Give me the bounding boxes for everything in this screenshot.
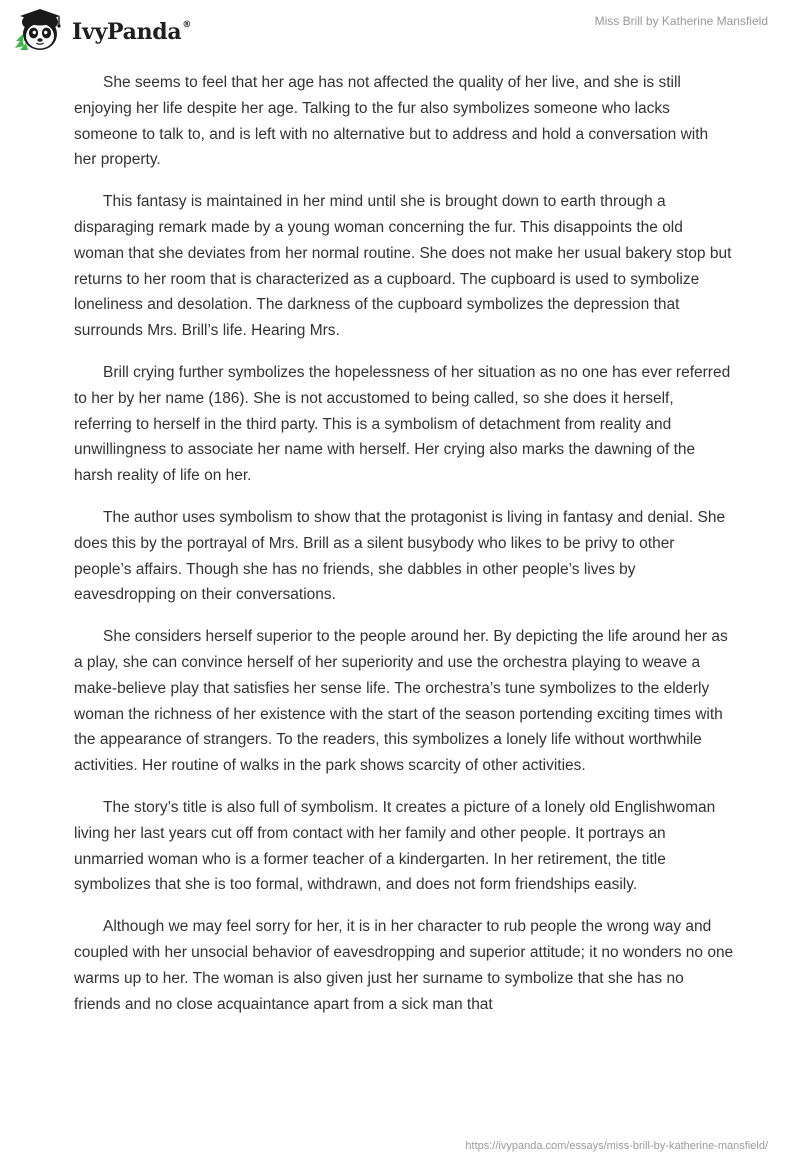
essay-paragraph: Although we may feel sorry for her, it is in her character to rub people the wrong way and coupled with her unsocial behavior of eavesdropping and superior attitude; it no wonders no one warms up to her. The woman is also given just her surname to symbolize that she has no friends and no close acquaintance apart from a sick man that [74, 918, 734, 1013]
panda-graduation-cap-icon [12, 8, 70, 54]
brand-name: IvyPanda® [72, 19, 192, 45]
essay-paragraph: She seems to feel that her age has not affected the quality of her live, and she is still enjoying her life despite her age. Talking to the fur also symbolizes someone who lacks someone to talk to, and is left with no alternative but to address and hold a conversation with her property. [74, 74, 709, 169]
essay-paragraph: She considers herself superior to the people around her. By depicting the life around her as a play, she can convince herself of her superiority and use the orchestra playing to weave a make-believe play that satisfies her sense life. The orchestra’s tune symbolizes to the elderly woman the richness of her existence with the start of the season portending exciting times with the appearance of strangers. To the readers, this symbolizes a lonely life without worthwhile activities. Her routine of walks in the park shows scarcity of other activities. [74, 628, 728, 775]
essay-paragraph: The author uses symbolism to show that the protagonist is living in fantasy and denial. She does this by the portrayal of Mrs. Brill as a silent busybody who likes to be privy to other people’s affairs. Though she has no friends, she dabbles in other people’s lives by eavesdropping on their conversations. [74, 508, 726, 604]
ivypanda-logo[interactable] [12, 8, 191, 54]
essay-paragraph: This fantasy is maintained in her mind until she is brought down to earth through a disparaging remark made by a young woman concerning the fur. This disappoints the old woman that she deviates from her normal routine. She does not make her usual bakery stop but returns to her room that is characterized as a cupboard. The cupboard is used to symbolize loneliness and desolation. The darkness of the cupboard symbolizes the depression that surrounds Mrs. Brill’s life. Hearing Mrs. [74, 193, 732, 340]
essay-paragraph: The story’s title is also full of symbolism. It creates a picture of a lonely old Englishwoman living her last years cut off from contact with her family and other people. It portrays an unmarried woman who is a former teacher of a kindergarten. In her retirement, the title symbolizes that she is too formal, withdrawn, and does not form friendships easily. [74, 798, 716, 894]
page-header [0, 0, 800, 70]
essay-body [74, 70, 734, 1033]
source-url-link[interactable]: https://ivypanda.com/essays/miss-brill-by-katherine-mansfield/ [465, 1140, 768, 1152]
essay-paragraph: Brill crying further symbolizes the hopelessness of her situation as no one has ever referred to her by her name (186). She is not accustomed to being called, so she does it herself, referring to herself in the third party. This is a symbolism of detachment from reality and unwillingness to associate her name with herself. Her crying also marks the dawning of the harsh reality of life on her. [74, 363, 731, 485]
registered-mark: ® [182, 19, 192, 30]
document-title: Miss Brill by Katherine Mansfield [594, 14, 768, 28]
